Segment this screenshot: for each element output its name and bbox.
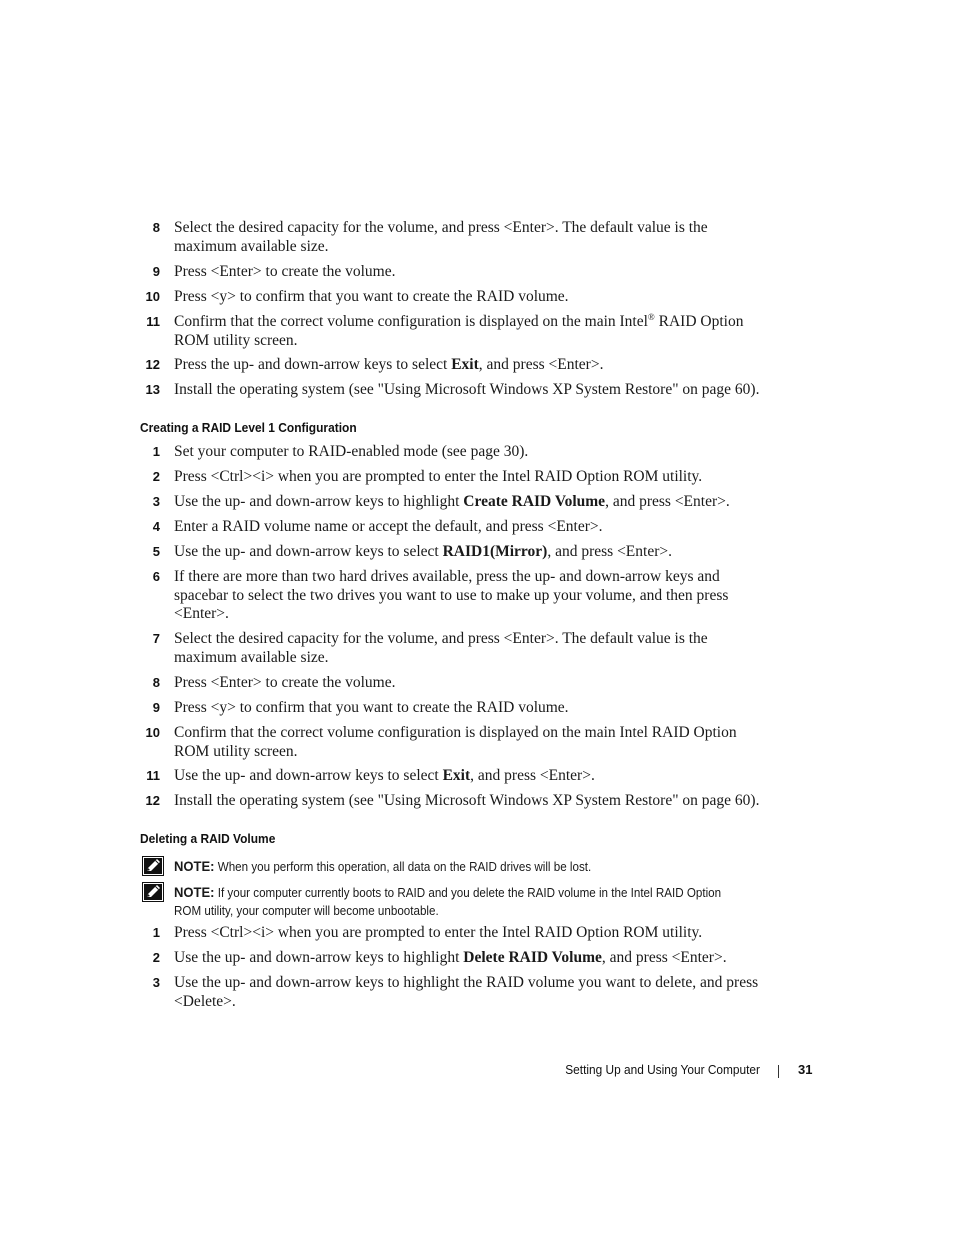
pencil-note-icon	[142, 856, 164, 876]
text-run: Use the up- and down-arrow keys to select	[174, 767, 443, 784]
ui-term: Create RAID Volume	[463, 493, 606, 510]
step-text: Confirm that the correct volume configuration is displayed on the main Intel RAID Option ROM utility screen.	[174, 724, 737, 760]
step-number: 7	[152, 631, 160, 646]
step-number: 3	[152, 975, 160, 990]
step-text	[174, 767, 774, 786]
step-number: 12	[145, 357, 160, 372]
footer-divider	[778, 1065, 779, 1078]
pencil-note-icon	[142, 882, 164, 902]
step-text: Press <Ctrl><i> when you are prompted to enter the Intel RAID Option ROM utility.	[174, 924, 703, 941]
step-text	[174, 949, 774, 968]
text-run: When you perform this operation, all data on the RAID drives will be lost.	[214, 860, 592, 874]
step-text	[174, 543, 774, 562]
step-text	[174, 493, 774, 512]
step-text	[174, 356, 774, 375]
step-number: 11	[146, 768, 160, 783]
note-text	[174, 883, 723, 920]
note-label: NOTE:	[174, 858, 215, 874]
text-run: Use the up- and down-arrow keys to select	[174, 543, 443, 560]
step-number: 4	[152, 519, 160, 534]
text-run: Use the up- and down-arrow keys to highlight	[174, 949, 464, 966]
note-text	[174, 857, 723, 876]
text-run: , and press <Enter>.	[601, 949, 727, 966]
step-text: Press <Enter> to create the volume.	[174, 263, 396, 280]
step-number: 8	[152, 220, 160, 235]
section-heading: Deleting a RAID Volume	[140, 831, 276, 846]
text-run: Use the up- and down-arrow keys to highlight	[174, 493, 464, 510]
note-label: NOTE:	[174, 884, 215, 900]
step-text: Press <y> to confirm that you want to create the RAID volume.	[174, 288, 569, 305]
ui-term: Exit	[442, 767, 471, 784]
step-number: 9	[152, 264, 160, 279]
step-number: 1	[152, 444, 160, 459]
step-text: If there are more than two hard drives available, press the up- and down-arrow keys and spacebar to select the two drives you want to use to make up your volume, and then press <Enter>.	[174, 568, 729, 622]
step-number: 3	[152, 494, 160, 509]
text-run: If your computer currently boots to RAID and you delete the RAID volume in the Intel RAID Option ROM utility, your computer will become unbootable.	[174, 886, 722, 918]
step-number: 8	[152, 675, 160, 690]
step-text: Press <Enter> to create the volume.	[174, 674, 396, 691]
step-number: 2	[152, 950, 160, 965]
text-run: , and press <Enter>.	[547, 543, 672, 560]
text-run: Press the up- and down-arrow keys to select	[174, 356, 452, 373]
step-number: 2	[152, 469, 160, 484]
footer-chapter-title: Setting Up and Using Your Computer	[565, 1063, 760, 1077]
step-number: 6	[152, 569, 160, 584]
step-text: Enter a RAID volume name or accept the default, and press <Enter>.	[174, 518, 603, 535]
ui-term: Exit	[451, 356, 479, 373]
step-text: Select the desired capacity for the volume, and press <Enter>. The default value is the maximum available size.	[174, 219, 708, 255]
step-text: Use the up- and down-arrow keys to highlight the RAID volume you want to delete, and press <Delete>.	[174, 974, 759, 1010]
page-number: 31	[798, 1062, 813, 1077]
step-text: Install the operating system (see "Using Microsoft Windows XP System Restore" on page 60).	[174, 792, 760, 809]
step-text: Press <y> to confirm that you want to create the RAID volume.	[174, 699, 569, 716]
page-footer	[540, 1062, 820, 1082]
text-run: RAID Option ROM utility screen.	[174, 313, 744, 349]
step-text: Select the desired capacity for the volume, and press <Enter>. The default value is the maximum available size.	[174, 630, 708, 666]
step-number: 12	[145, 793, 160, 808]
step-number: 9	[152, 700, 160, 715]
step-number: 5	[152, 544, 160, 559]
step-number: 10	[145, 289, 160, 304]
ui-term: Delete RAID Volume	[463, 949, 602, 966]
text-run: Confirm that the correct volume configuration is displayed on the main Intel	[174, 313, 648, 330]
step-number: 1	[152, 925, 160, 940]
text-run: , and press <Enter>.	[478, 356, 604, 373]
step-number: 13	[145, 382, 160, 397]
step-text	[174, 313, 774, 350]
ui-term: RAID1(Mirror)	[442, 543, 548, 560]
step-text: Install the operating system (see "Using Microsoft Windows XP System Restore" on page 60).	[174, 381, 760, 398]
step-number: 10	[145, 725, 160, 740]
step-number: 11	[146, 314, 160, 329]
section-heading: Creating a RAID Level 1 Configuration	[140, 420, 357, 435]
step-text: Set your computer to RAID-enabled mode (see page 30).	[174, 443, 529, 460]
text-run: , and press <Enter>.	[605, 493, 730, 510]
text-run: , and press <Enter>.	[470, 767, 595, 784]
step-text: Press <Ctrl><i> when you are prompted to enter the Intel RAID Option ROM utility.	[174, 468, 703, 485]
registered-mark: ®	[647, 311, 655, 322]
